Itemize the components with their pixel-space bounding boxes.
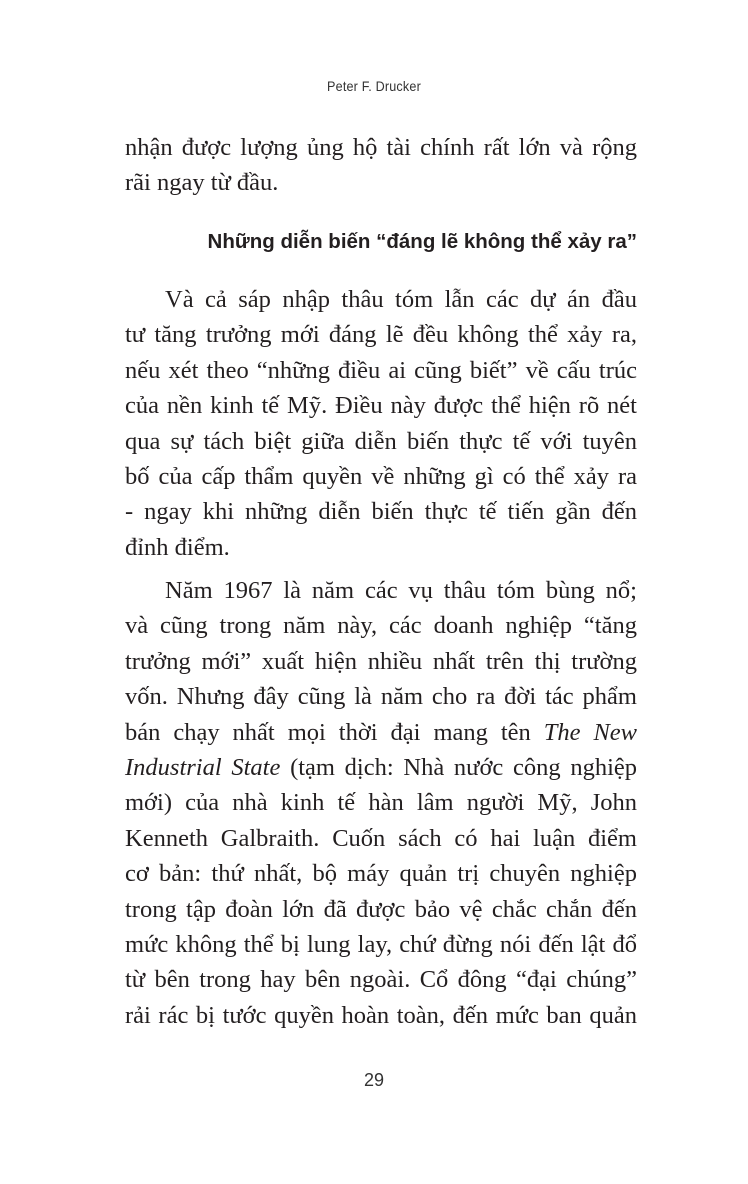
text-segment: mới) của nhà kinh tế hàn lâm người Mỹ, John <box>125 789 637 817</box>
text-segment: cơ bản: thứ nhất, bộ máy quản trị chuyên nghiệp <box>125 860 637 888</box>
text-line <box>125 750 637 785</box>
text-line <box>125 317 637 352</box>
text-line <box>125 353 637 388</box>
text-segment: trưởng mới” xuất hiện nhiều nhất trên thị trường <box>125 647 637 675</box>
text-line <box>125 679 637 714</box>
text-line <box>125 459 637 494</box>
text-line <box>125 388 637 423</box>
section-heading: Những diễn biến “đáng lẽ không thể xảy ra” <box>207 230 637 253</box>
text-segment: của nền kinh tế Mỹ. Điều này được thể hiện rõ nét <box>125 392 637 420</box>
text-segment: trong tập đoàn lớn đã được bảo vệ chắc chắn đến <box>125 895 637 923</box>
text-line <box>125 530 637 565</box>
text-segment: rải rác bị tước quyền hoàn toàn, đến mức ban quản <box>125 1001 637 1029</box>
paragraph-1 <box>125 282 637 565</box>
text-segment: bố của cấp thẩm quyền về những gì có thể xảy ra <box>125 462 637 490</box>
text-line <box>125 644 637 679</box>
paragraph-2 <box>125 573 637 1033</box>
text-line <box>125 927 637 962</box>
italic-title-text: Industrial State <box>125 753 281 781</box>
running-header: Peter F. Drucker <box>327 78 421 94</box>
text-line <box>125 165 637 200</box>
text-line <box>125 785 637 820</box>
text-line <box>125 573 637 608</box>
text-line <box>125 962 637 997</box>
text-segment: rãi ngay từ đầu. <box>125 169 279 197</box>
text-line <box>125 715 637 750</box>
text-line <box>125 424 637 459</box>
text-segment: Năm 1967 là năm các vụ thâu tóm bùng nổ; <box>165 577 637 604</box>
text-line <box>125 608 637 643</box>
text-line <box>125 130 637 165</box>
text-line <box>125 998 637 1033</box>
text-segment: - ngay khi những diễn biến thực tế tiến gần đến <box>125 498 637 526</box>
text-segment: nhận được lượng ủng hộ tài chính rất lớn và rộng <box>125 134 637 161</box>
text-segment: Kenneth Galbraith. Cuốn sách có hai luận điểm <box>125 824 637 852</box>
text-segment: từ bên trong hay bên ngoài. Cổ đông “đại chúng” <box>125 966 637 994</box>
text-line <box>125 494 637 529</box>
italic-title-text: The New <box>543 718 638 746</box>
text-line <box>125 821 637 856</box>
text-segment: Và cả sáp nhập thâu tóm lẫn các dự án đầu <box>165 286 637 313</box>
text-segment: (tạm dịch: Nhà nước công nghiệp <box>280 753 637 781</box>
paragraph-continuation <box>125 130 637 201</box>
text-segment: bán chạy nhất mọi thời đại mang tên <box>125 718 544 746</box>
text-line <box>125 282 637 317</box>
text-segment: và cũng trong năm này, các doanh nghiệp “tăng <box>125 612 637 640</box>
text-segment: vốn. Nhưng đây cũng là năm cho ra đời tác phẩm <box>125 683 637 711</box>
text-segment: nếu xét theo “những điều ai cũng biết” về cấu trúc <box>125 356 637 384</box>
text-segment: đỉnh điểm. <box>125 533 230 561</box>
text-segment: tư tăng trưởng mới đáng lẽ đều không thể xảy ra, <box>125 321 637 349</box>
text-line <box>125 856 637 891</box>
text-line <box>125 892 637 927</box>
page-number: 29 <box>363 1070 385 1090</box>
text-segment: qua sự tách biệt giữa diễn biến thực tế với tuyên <box>125 427 637 455</box>
text-segment: mức không thể bị lung lay, chứ đừng nói đến lật đổ <box>125 930 637 958</box>
